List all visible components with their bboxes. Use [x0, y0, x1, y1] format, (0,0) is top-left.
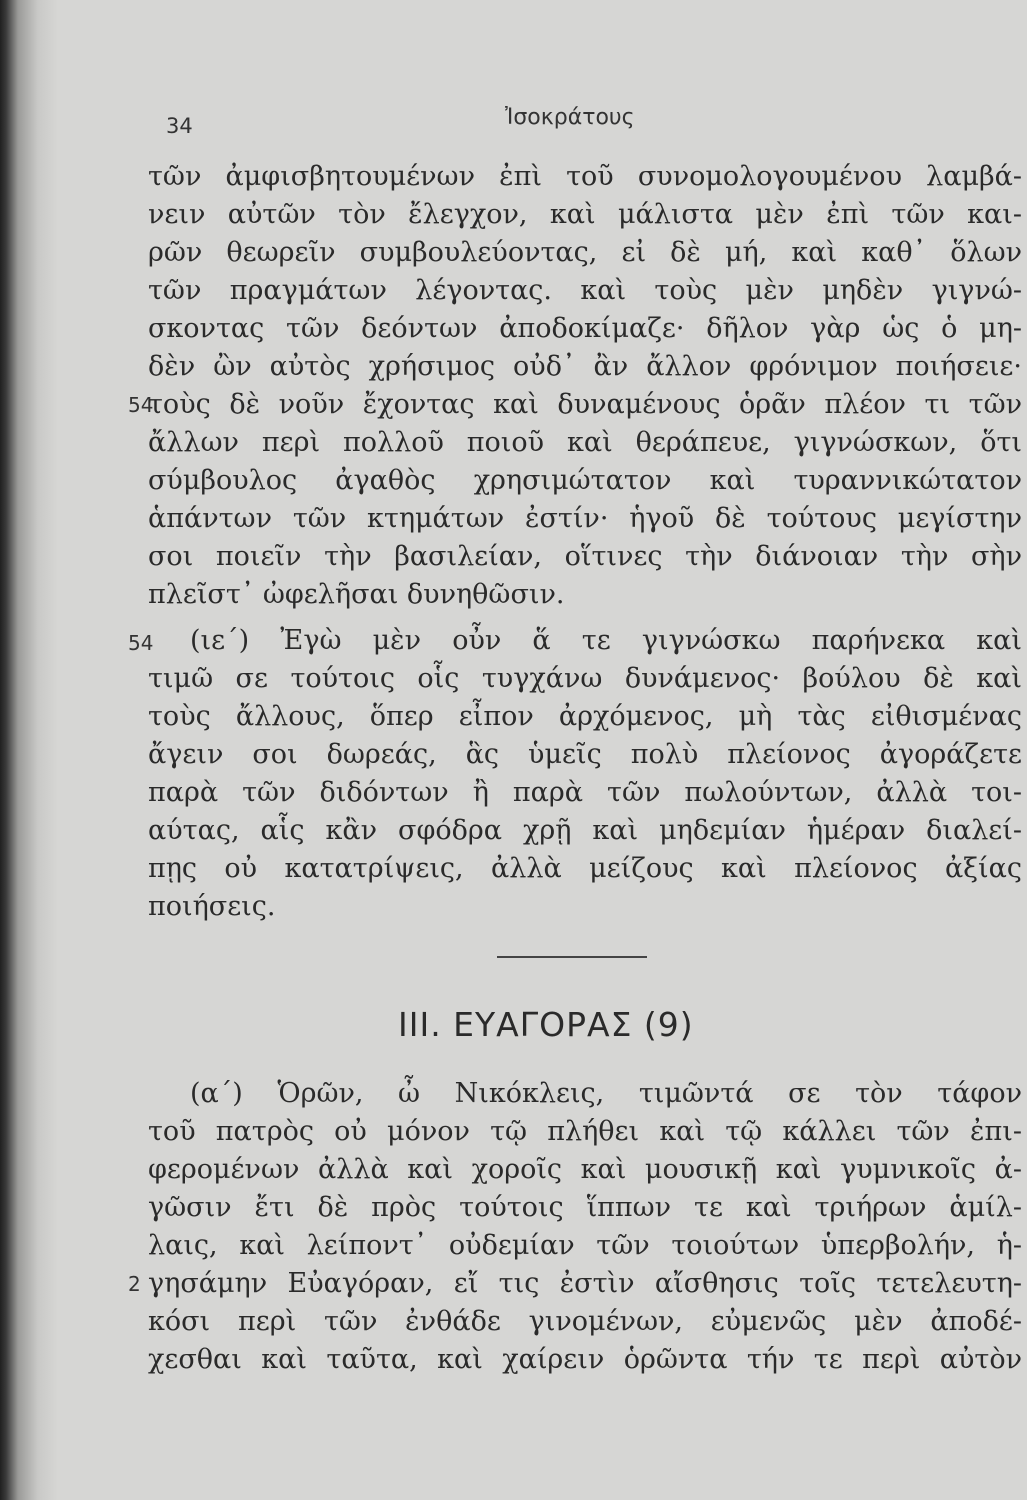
- text-line: (α΄) Ὁρῶν, ὦ Νικόκλεις, τιμῶντά σε τὸν τάφον: [190, 1078, 1022, 1109]
- text-line: τῶν πραγμάτων λέγοντας. καὶ τοὺς μὲν μηδὲν γιγνώ-: [148, 275, 1022, 306]
- text-line: τιμῶ σε τούτοις οἷς τυγχάνω δυνάμενος· βούλου δὲ καὶ: [148, 663, 1022, 694]
- text-line: δὲν ὢν αὐτὸς χρήσιμος οὐδ᾽ ἂν ἄλλον φρόνιμον ποιήσειε·: [148, 351, 1022, 382]
- text-line: τῶν ἀμφισβητουμένων ἐπὶ τοῦ συνομολογουμένου λαμβά-: [148, 161, 1022, 192]
- running-title: Ἰσοκράτους: [505, 105, 635, 130]
- text-line: χεσθαι καὶ ταῦτα, καὶ χαίρειν ὁρῶντα τήν τε περὶ αὐτὸν: [148, 1344, 1022, 1375]
- text-line: πῃς οὐ κατατρίψεις, ἀλλὰ μείζους καὶ πλείονος ἀξίας: [148, 853, 1022, 884]
- text-line: ρῶν θεωρεῖν συμβουλεύοντας, εἰ δὲ μή, καὶ καθ᾽ ὅλων: [148, 237, 1022, 268]
- text-line: ἄγειν σοι δωρεάς, ἃς ὑμεῖς πολὺ πλείονος ἀγοράζετε: [148, 739, 1022, 770]
- text-line: πλεῖστ᾽ ὠφελῆσαι δυνηθῶσιν.: [148, 579, 565, 610]
- text-line: κόσι περὶ τῶν ἐνθάδε γινομένων, εὐμενῶς μὲν ἀποδέ-: [148, 1306, 1022, 1337]
- text-line: γῶσιν ἔτι δὲ πρὸς τούτοις ἵππων τε καὶ τριήρων ἁμίλ-: [148, 1192, 1022, 1223]
- text-line: παρὰ τῶν διδόντων ἢ παρὰ τῶν πωλούντων, ἀλλὰ τοι-: [148, 777, 1022, 808]
- page-number: 34: [166, 114, 193, 138]
- text-line: ἄλλων περὶ πολλοῦ ποιοῦ καὶ θεράπευε, γιγνώσκων, ὅτι: [148, 427, 1022, 458]
- text-line: λαις, καὶ λείποντ᾽ οὐδεμίαν τῶν τοιούτων ὑπερβολήν, ἡ-: [148, 1230, 1022, 1261]
- margin-line-number: 2: [128, 1272, 141, 1296]
- text-line: σοι ποιεῖν τὴν βασιλείαν, οἵτινες τὴν διάνοιαν τὴν σὴν: [148, 541, 1022, 572]
- margin-line-number: 54: [128, 393, 154, 417]
- section-title: III. ΕΥΑΓΟΡΑΣ (9): [398, 1005, 694, 1044]
- text-line: ποιήσεις.: [148, 891, 276, 922]
- text-line: αύτας, αἷς κἂν σφόδρα χρῇ καὶ μηδεμίαν ἡμέραν διαλεί-: [148, 815, 1022, 846]
- text-line: νειν αὐτῶν τὸν ἔλεγχον, καὶ μάλιστα μὲν ἐπὶ τῶν και-: [148, 199, 1022, 230]
- text-line: τοῦ πατρὸς οὐ μόνον τῷ πλήθει καὶ τῷ κάλλει τῶν ἐπι-: [148, 1116, 1022, 1147]
- text-line: ἁπάντων τῶν κτημάτων ἐστίν· ἡγοῦ δὲ τούτους μεγίστην: [148, 503, 1022, 534]
- text-line: σκοντας τῶν δεόντων ἀποδοκίμαζε· δῆλον γὰρ ὡς ὁ μη-: [148, 313, 1022, 344]
- section-divider: [497, 956, 647, 958]
- text-line: φερομένων ἀλλὰ καὶ χοροῖς καὶ μουσικῇ καὶ γυμνικοῖς ἀ-: [148, 1154, 1022, 1185]
- book-spine-shadow: [0, 0, 58, 1500]
- text-line: σύμβουλος ἀγαθὸς χρησιμώτατον καὶ τυραννικώτατον: [148, 465, 1022, 496]
- text-line: (ιε΄) Ἐγὼ μὲν οὖν ἅ τε γιγνώσκω παρήνεκα καὶ: [190, 625, 1022, 656]
- margin-line-number: 54: [128, 631, 154, 655]
- text-line: τοὺς ἄλλους, ὅπερ εἶπον ἀρχόμενος, μὴ τὰς εἰθισμένας: [148, 701, 1022, 732]
- text-line: τοὺς δὲ νοῦν ἔχοντας καὶ δυναμένους ὁρᾶν πλέον τι τῶν: [148, 389, 1022, 420]
- text-line: γησάμην Εὐαγόραν, εἴ τις ἐστὶν αἴσθησις τοῖς τετελευτη-: [148, 1268, 1022, 1299]
